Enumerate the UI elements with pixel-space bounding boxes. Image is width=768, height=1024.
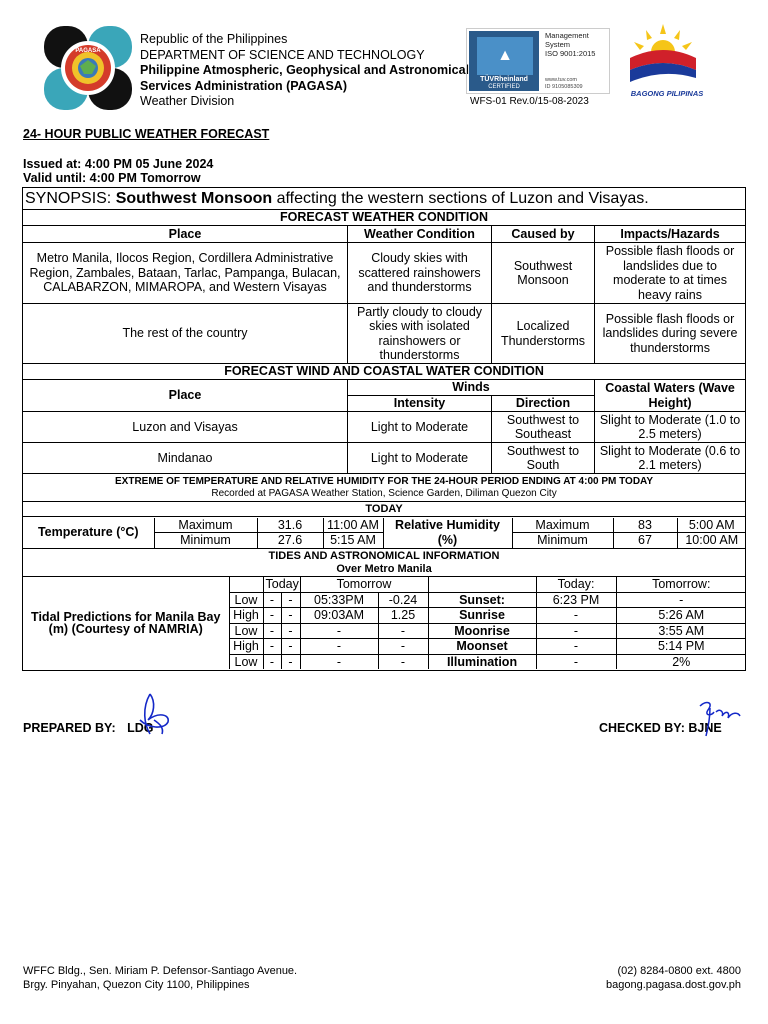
prepared-by-label: PREPARED BY: [23, 721, 116, 735]
tuv-triangle-icon: ▲ [477, 37, 533, 75]
table-row [23, 443, 746, 474]
col-caused-by: Caused by [492, 226, 595, 243]
pagasa-line-1: Philippine Atmospheric, Geophysical and Astronomical [140, 63, 469, 77]
division-line: Weather Division [140, 94, 235, 108]
wind-col-intensity: Intensity [348, 396, 492, 412]
footer-address-line-1: WFFC Bldg., Sen. Miriam P. Defensor-Santiago Avenue. [23, 965, 298, 977]
rh-max-value: 83 [613, 518, 677, 533]
forecast-condition-heading: FORECAST WEATHER CONDITION [23, 210, 746, 226]
condition-cell: Partly cloudy to cloudy skies with isolated rainshowers or thunderstorms [348, 304, 492, 364]
document-code: WFS-01 Rev.0/15-08-2023 [470, 96, 589, 107]
valid-until: Valid until: 4:00 PM Tomorrow [23, 171, 201, 185]
table-row [23, 412, 746, 443]
pagasa-logo [44, 26, 132, 110]
wind-intensity: Light to Moderate [348, 443, 492, 474]
wind-col-place: Place [23, 380, 348, 412]
header-agency [140, 32, 469, 110]
prepared-by-initials: LDG [127, 721, 154, 735]
wind-intensity: Light to Moderate [348, 412, 492, 443]
checked-signature [694, 698, 744, 738]
table-row [23, 304, 746, 364]
bagong-pilipinas-label: BAGONG PILIPINAS [630, 89, 704, 98]
issue-info [23, 157, 213, 185]
footer-address-line-2: Brgy. Pinyahan, Quezon City 1100, Philippines [23, 979, 250, 991]
forecast-table [22, 187, 746, 671]
temp-min-label: Minimum [154, 533, 257, 548]
table-row [23, 243, 746, 304]
footer-address [23, 964, 297, 992]
extremes-subheading: Recorded at PAGASA Weather Station, Science Garden, Diliman Quezon City [211, 487, 557, 499]
wind-place: Mindanao [23, 443, 348, 474]
tide-row: High - - 09:03AM 1.25 Sunrise - 5:26 AM [23, 608, 746, 624]
footer-website: bagong.pagasa.dost.gov.ph [606, 979, 741, 991]
tide-today-header: Today [263, 577, 300, 592]
wind-col-winds: Winds [348, 380, 595, 396]
wind-heading: FORECAST WIND AND COASTAL WATER CONDITION [23, 364, 746, 380]
tide-tomorrow-header: Tomorrow [300, 577, 428, 592]
extremes-heading: EXTREME OF TEMPERATURE AND RELATIVE HUMIDITY FOR THE 24-HOUR PERIOD ENDING AT 4:00 PM TODAY [115, 475, 654, 487]
temp-min-value: 27.6 [257, 533, 323, 548]
bagong-pilipinas-logo [624, 22, 702, 88]
wind-direction: Southwest to South [492, 443, 595, 474]
rh-min-value: 67 [613, 533, 677, 548]
dost-line: DEPARTMENT OF SCIENCE AND TECHNOLOGY [140, 47, 425, 62]
rh-max-time: 5:00 AM [677, 518, 746, 533]
svg-text:PAGASA: PAGASA [75, 48, 101, 54]
tides-heading-cell [23, 549, 746, 577]
tides-cell [23, 577, 746, 671]
cause-cell: Southwest Monsoon [492, 243, 595, 304]
wind-col-coastal: Coastal Waters (Wave Height) [595, 380, 746, 412]
place-cell: Metro Manila, Ilocos Region, Cordillera Administrative Region, Zambales, Bataan, Tarlac, Pampanga, Bulacan, CALABARZON, MIMAROPA, and Western Visayas [23, 243, 348, 304]
temperature-label: Temperature (°C) [23, 518, 154, 548]
astro-tomorrow-header: Tomorrow: [616, 577, 746, 592]
prepared-signature [134, 690, 178, 738]
wind-place: Luzon and Visayas [23, 412, 348, 443]
impacts-cell: Possible flash floods or landslides during severe thunderstorms [595, 304, 746, 364]
today-heading: TODAY [23, 502, 746, 517]
astro-today-header: Today: [536, 577, 616, 592]
extremes-cell [23, 517, 746, 549]
synopsis: SYNOPSIS: Southwest Monsoon affecting the western sections of Luzon and Visayas. [23, 188, 746, 210]
condition-cell: Cloudy skies with scattered rainshowers and thunderstorms [348, 243, 492, 304]
footer-phone: (02) 8284-0800 ext. 4800 [617, 965, 741, 977]
rh-min-label: Minimum [512, 533, 613, 548]
impacts-cell: Possible flash floods or landslides due to moderate to at times heavy rains [595, 243, 746, 304]
footer-contact [560, 964, 741, 992]
republic-line: Republic of the Philippines [140, 32, 288, 46]
tides-table [23, 577, 746, 669]
temp-max-label: Maximum [154, 518, 257, 533]
col-place: Place [23, 226, 348, 243]
col-impacts: Impacts/Hazards [595, 226, 746, 243]
tide-row: Low - - 05:33PM -0.24 Sunset: 6:23 PM - [23, 592, 746, 608]
tide-row: Low - - - - Moonrise - 3:55 AM [23, 623, 746, 639]
wind-col-direction: Direction [492, 396, 595, 412]
temp-max-value: 31.6 [257, 518, 323, 533]
synopsis-system: Southwest Monsoon [115, 189, 273, 207]
tuv-certification-badge: ▲ TÜVRheinland CERTIFIED Management System ISO 9001:2015 www.tuv.com ID 9105085309 [466, 28, 610, 94]
extremes-heading-cell [23, 474, 746, 502]
wind-coastal: Slight to Moderate (0.6 to 2.1 meters) [595, 443, 746, 474]
cause-cell: Localized Thunderstorms [492, 304, 595, 364]
place-cell: The rest of the country [23, 304, 348, 364]
checked-by: CHECKED BY: BJNE [599, 721, 722, 735]
col-weather-condition: Weather Condition [348, 226, 492, 243]
tide-row: High - - - - Moonset - 5:14 PM [23, 639, 746, 655]
tides-heading: TIDES AND ASTRONOMICAL INFORMATION [268, 549, 500, 562]
page-title: 24- HOUR PUBLIC WEATHER FORECAST [23, 127, 270, 141]
tide-row: Low - - - - Illumination - 2% [23, 654, 746, 669]
extremes-table [23, 518, 746, 548]
pagasa-line-2: Services Administration (PAGASA) [140, 78, 347, 93]
rh-max-label: Maximum [512, 518, 613, 533]
tides-subheading: Over Metro Manila [336, 562, 432, 575]
issued-at: Issued at: 4:00 PM 05 June 2024 [23, 157, 214, 171]
rh-min-time: 10:00 AM [677, 533, 746, 548]
humidity-label: Relative Humidity (%) [383, 518, 512, 548]
wind-direction: Southwest to Southeast [492, 412, 595, 443]
wind-coastal: Slight to Moderate (1.0 to 2.5 meters) [595, 412, 746, 443]
tidal-predictions-label: Tidal Predictions for Manila Bay (m) (Courtesy of NAMRIA) [23, 577, 229, 669]
temp-max-time: 11:00 AM [323, 518, 383, 533]
temp-min-time: 5:15 AM [323, 533, 383, 548]
